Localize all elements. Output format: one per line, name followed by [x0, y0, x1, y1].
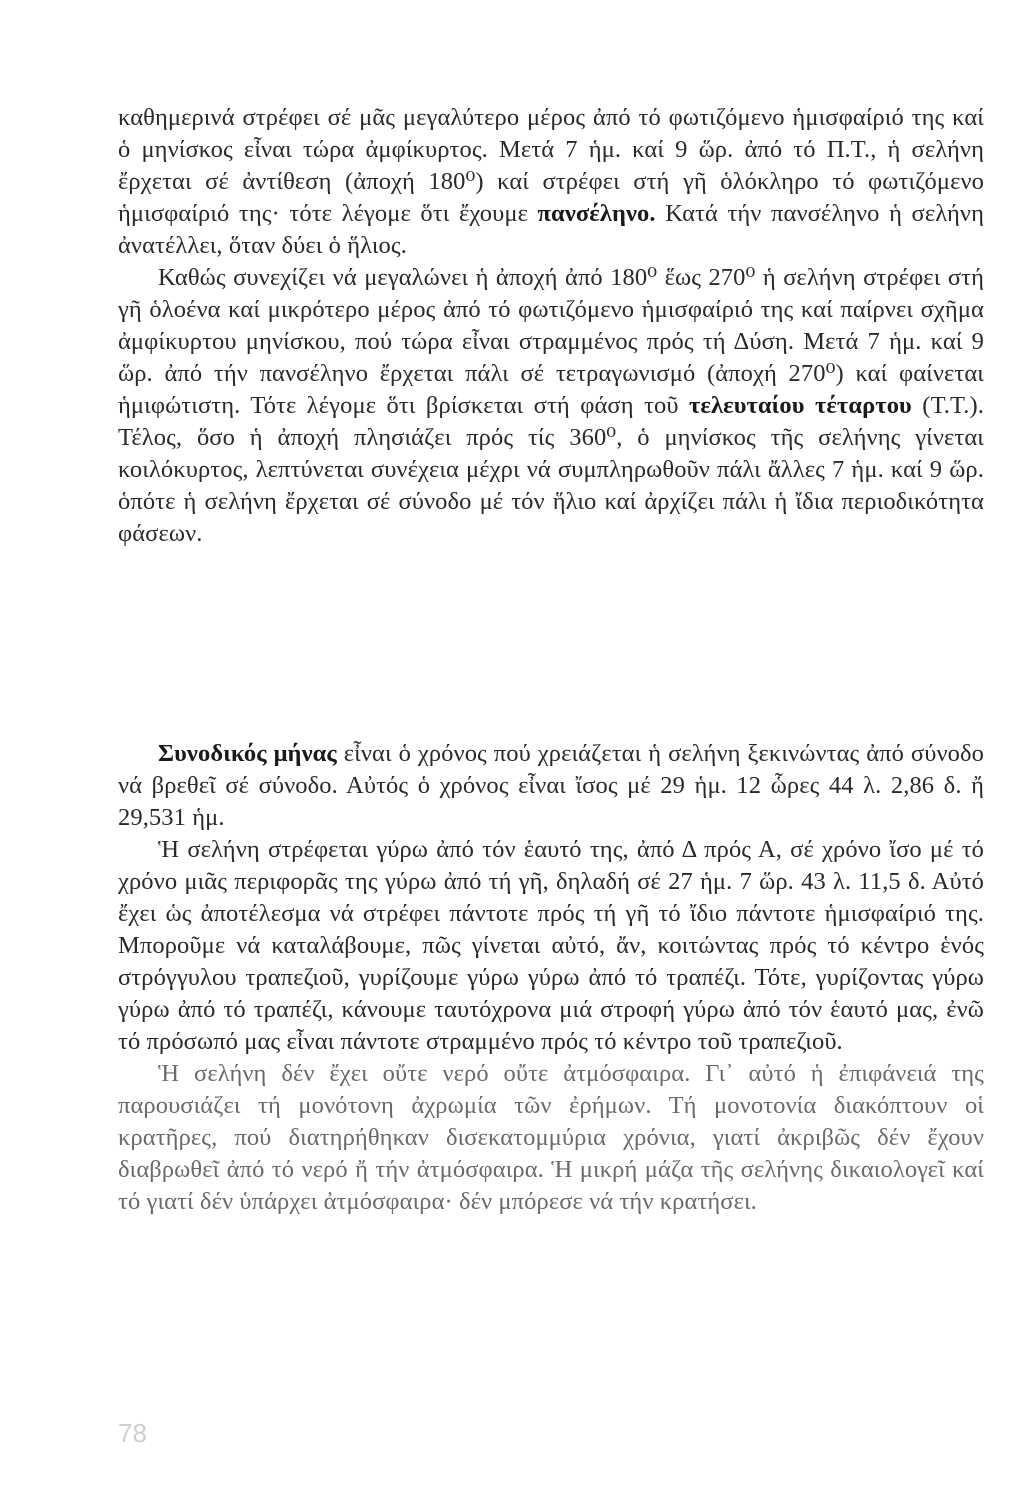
moon-surface-paragraph: Ἡ σελήνη δέν ἔχει οὔτε νερό οὔτε ἀτμόσφαιρα. Γι᾽ αὐτό ἡ ἐπιφάνειά της παρουσιάζει τή μονότονη ἀχρωμία τῶν ἐρήμων. Τή μονοτονία διακόπτουν οἱ κρατῆρες, πού διατηρήθηκαν δισεκατομμύρια χρόνια, γιατί ἀκριβῶς δέν ἔχουν διαβρωθεῖ ἀπό τό νερό ἤ τήν ἀτμόσφαιρα. Ἡ μικρή μάζα τῆς σελήνης δικαιολογεῖ καί τό γιατί δέν ὑπάρχει ἀτμόσφαιρα· δέν μπόρεσε νά τήν κρατήσει. [118, 1060, 984, 1215]
moon-phases-section [118, 102, 984, 550]
synodic-month-paragraph: Συνοδικός μήνας εἶναι ὁ χρόνος πού χρειάζεται ἡ σελήνη ξεκινώντας ἀπό σύνοδο νά βρεθεῖ σέ σύνοδο. Αὐτός ὁ χρόνος εἶναι ἴσος μέ 29 ἡμ. 12 ὧρες 44 λ. 2,86 δ. ἤ 29,531 ἡμ. [118, 740, 984, 831]
synodic-month-term: Συνοδικός μήνας [158, 740, 337, 767]
synodic-month-section [118, 738, 984, 1218]
full-moon-term: πανσέληνο. [537, 200, 656, 227]
full-moon-paragraph: καθημερινά στρέφει σέ μᾶς μεγαλύτερο μέρος ἀπό τό φωτιζόμενο ἡμισφαίριό της καί ὁ μηνίσκος εἶναι τώρα ἀμφίκυρτος. Μετά 7 ἡμ. καί 9 ὥρ. ἀπό τό Π.Τ., ἡ σελήνη ἔρχεται σέ ἀντίθεση (ἀποχή 180⁰) καί στρέφει στή γῆ ὁλόκληρο τό φωτιζόμενο ἡμισφαίριό της· τότε λέγομε ὅτι ἔχουμε πανσέληνο. Κατά τήν πανσέληνο ἡ σελήνη ἀνατέλλει, ὅταν δύει ὁ ἥλιος. [118, 104, 984, 259]
last-quarter-term: τελευταίου τέταρτου [689, 392, 912, 419]
last-quarter-paragraph: Καθώς συνεχίζει νά μεγαλώνει ἡ ἀποχή ἀπό 180⁰ ἕως 270⁰ ἡ σελήνη στρέφει στή γῆ ὁλοένα καί μικρότερο μέρος ἀπό τό φωτιζόμενο ἡμισφαίριό της καί παίρνει σχῆμα ἀμφίκυρτου μηνίσκου, πού τώρα εἶναι στραμμένος πρός τή Δύση. Μετά 7 ἡμ. καί 9 ὥρ. ἀπό τήν πανσέληνο ἔρχεται πάλι σέ τετραγωνισμό (ἀποχή 270⁰) καί φαίνεται ἡμιφώτιστη. Τότε λέγομε ὅτι βρίσκεται στή φάση τοῦ τελευταίου τέταρτου (Τ.Τ.). Τέλος, ὅσο ἡ ἀποχή πλησιάζει πρός τίς 360⁰, ὁ μηνίσκος τῆς σελήνης γίνεται κοιλόκυρτος, λεπτύνεται συνέχεια μέχρι νά συμπληρωθοῦν πάλι ἄλλες 7 ἡμ. καί 9 ὥρ. ὁπότε ἡ σελήνη ἔρχεται σέ σύνοδο μέ τόν ἥλιο καί ἀρχίζει πάλι ἡ ἴδια περιοδικότητα φάσεων. [118, 264, 984, 547]
moon-rotation-paragraph: Ἡ σελήνη στρέφεται γύρω ἀπό τόν ἑαυτό της, ἀπό Δ πρός Α, σέ χρόνο ἴσο μέ τό χρόνο μιᾶς περιφορᾶς της γύρω ἀπό τή γῆ, δηλαδή σέ 27 ἡμ. 7 ὥρ. 43 λ. 11,5 δ. Αὐτό ἔχει ὡς ἀποτέλεσμα νά στρέφει πάντοτε πρός τή γῆ τό ἴδιο πάντοτε ἡμισφαίριό της. Μποροῦμε νά καταλάβουμε, πῶς γίνεται αὐτό, ἄν, κοιτώντας πρός τό κέντρο ἑνός στρόγγυλου τραπεζιοῦ, γυρίζουμε γύρω γύρω ἀπό τό τραπέζι. Τότε, γυρίζοντας γύρω γύρω ἀπό τό τραπέζι, κάνουμε ταυτόχρονα μιά στροφή γύρω ἀπό τόν ἑαυτό μας, ἐνῶ τό πρόσωπό μας εἶναι πάντοτε στραμμένο πρός τό κέντρο τοῦ τραπεζιοῦ. [118, 836, 984, 1055]
page-number: 78 [118, 1418, 147, 1448]
